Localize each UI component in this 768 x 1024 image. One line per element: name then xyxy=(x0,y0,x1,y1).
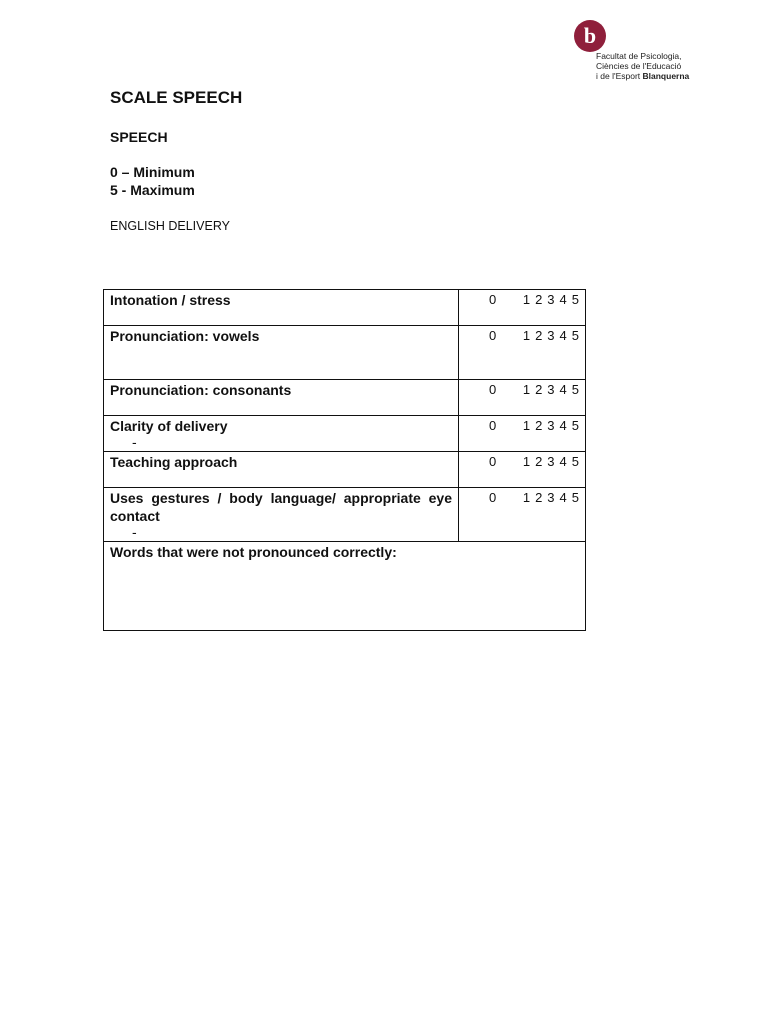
score-3: 3 xyxy=(547,454,555,469)
score-1: 1 xyxy=(522,292,531,307)
notes-row xyxy=(104,542,586,631)
score-0: 0 xyxy=(489,418,497,433)
score-scale xyxy=(459,416,586,452)
faculty-logo xyxy=(574,20,704,82)
score-3: 3 xyxy=(547,418,555,433)
criterion-label: Uses gestures / body language/ appropriate eye contact xyxy=(110,490,452,524)
score-0: 0 xyxy=(489,382,497,397)
score-2: 2 xyxy=(535,418,543,433)
score-4: 4 xyxy=(559,382,567,397)
score-5: 5 xyxy=(571,328,579,343)
score-2: 2 xyxy=(535,382,543,397)
criterion-label: Pronunciation: consonants xyxy=(104,380,459,416)
scale-maximum-legend: 5 - Maximum xyxy=(110,182,195,198)
faculty-name xyxy=(596,51,689,81)
score-scale xyxy=(459,488,586,542)
rubric-row xyxy=(104,452,586,488)
rubric-row xyxy=(104,488,586,542)
score-5: 5 xyxy=(571,418,579,433)
score-0: 0 xyxy=(489,292,497,307)
score-2: 2 xyxy=(535,454,543,469)
faculty-name-line-3-prefix: i de l'Esport xyxy=(596,71,643,81)
score-0: 0 xyxy=(489,454,497,469)
page-title: SCALE SPEECH xyxy=(110,88,243,107)
faculty-name-brand: Blanquerna xyxy=(642,71,690,81)
page-subtitle: SPEECH xyxy=(110,129,168,145)
score-0: 0 xyxy=(489,328,497,343)
score-2: 2 xyxy=(535,328,543,343)
score-5: 5 xyxy=(571,454,579,469)
score-scale xyxy=(459,380,586,416)
score-5: 5 xyxy=(571,382,579,397)
score-4: 4 xyxy=(559,490,567,505)
score-4: 4 xyxy=(559,328,567,343)
score-3: 3 xyxy=(547,490,555,505)
scale-minimum-legend: 0 – Minimum xyxy=(110,164,195,180)
faculty-name-line-2: Ciències de l'Educació xyxy=(596,61,682,71)
score-4: 4 xyxy=(559,292,567,307)
score-1: 1 xyxy=(522,328,531,343)
score-5: 5 xyxy=(571,292,579,307)
score-3: 3 xyxy=(547,382,555,397)
score-4: 4 xyxy=(559,418,567,433)
score-5: 5 xyxy=(571,490,579,505)
rubric-row xyxy=(104,416,586,452)
rubric-row xyxy=(104,326,586,380)
score-3: 3 xyxy=(547,328,555,343)
score-scale xyxy=(459,452,586,488)
score-scale xyxy=(459,326,586,380)
score-2: 2 xyxy=(535,292,543,307)
score-scale xyxy=(459,290,586,326)
score-4: 4 xyxy=(559,454,567,469)
rubric-table xyxy=(103,289,586,631)
score-3: 3 xyxy=(547,292,555,307)
criterion-label: Teaching approach xyxy=(104,452,459,488)
faculty-name-line-1: Facultat de Psicologia, xyxy=(596,51,682,61)
section-heading: ENGLISH DELIVERY xyxy=(110,219,230,233)
criterion-bullet: - xyxy=(132,434,137,450)
rubric-row xyxy=(104,290,586,326)
faculty-name-line-3 xyxy=(596,71,689,81)
score-0: 0 xyxy=(489,490,497,505)
blanquerna-logo-mark: b xyxy=(574,20,606,52)
mispronounced-words-label: Words that were not pronounced correctly: xyxy=(110,544,397,560)
criterion-label: Clarity of delivery xyxy=(110,418,228,434)
score-1: 1 xyxy=(522,382,531,397)
criterion-cell xyxy=(104,416,459,452)
score-2: 2 xyxy=(535,490,543,505)
mispronounced-words-field[interactable] xyxy=(104,542,586,631)
criterion-label: Intonation / stress xyxy=(104,290,459,326)
score-1: 1 xyxy=(522,490,531,505)
criterion-cell xyxy=(104,488,459,542)
rubric-row xyxy=(104,380,586,416)
criterion-label: Pronunciation: vowels xyxy=(104,326,459,380)
criterion-bullet: - xyxy=(132,524,137,540)
score-1: 1 xyxy=(522,418,531,433)
score-1: 1 xyxy=(522,454,531,469)
